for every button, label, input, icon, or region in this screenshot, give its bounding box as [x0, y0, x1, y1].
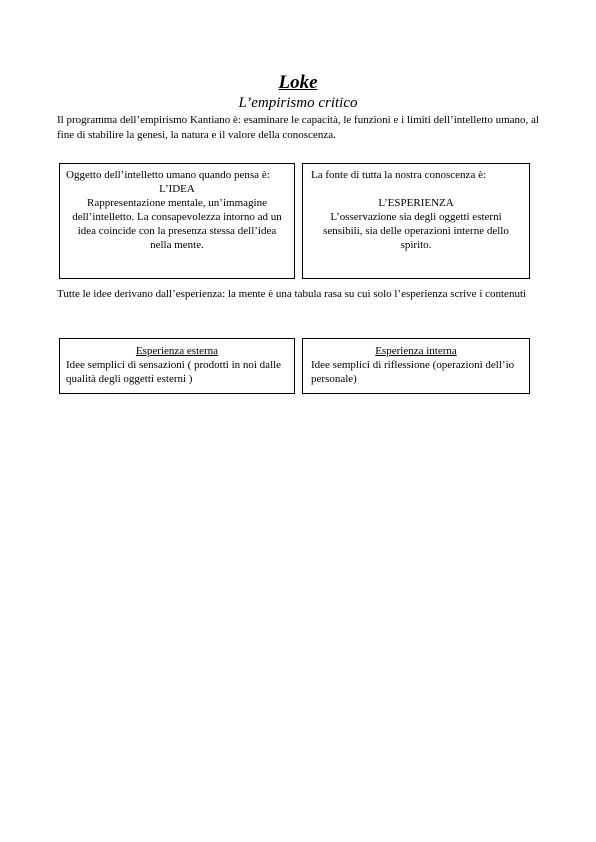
esperienza-box-lead: La fonte di tutta la nostra conoscenza è:: [311, 169, 487, 181]
page-subtitle: L’empirismo critico: [238, 95, 358, 111]
spacer: [311, 182, 521, 196]
page-title: Loke: [278, 72, 318, 93]
idea-box-lead: Oggetto dell’intelletto umano quando pensa è:: [66, 169, 270, 181]
intro-paragraph: Il programma dell’empirismo Kantiano è: esaminare le capacità, le funzioni e i limiti dell’intelletto umano, al fine di stabilire la genesi, la natura e il valore della conoscenza.: [57, 114, 539, 141]
idea-box: [59, 163, 295, 279]
esperienza-interna-heading: Esperienza interna: [375, 345, 457, 357]
idea-box-heading: L’IDEA: [159, 183, 195, 195]
esperienza-box-heading: L’ESPERIENZA: [378, 197, 454, 209]
esperienza-box: [302, 163, 530, 279]
esperienza-esterna-box: [59, 338, 295, 394]
esperienza-box-body: L’osservazione sia degli oggetti esterni sensibili, sia delle operazioni interne dello spirito.: [323, 211, 509, 251]
middle-paragraph: Tutte le idee derivano dall’esperienza: la mente è una tabula rasa su cui solo l’esperienza scrive i contenuti: [57, 288, 527, 300]
esperienza-esterna-body: Idee semplici di sensazioni ( prodotti in noi dalle qualità degli oggetti esterni ): [66, 359, 282, 385]
esperienza-esterna-heading: Esperienza esterna: [135, 345, 219, 357]
esperienza-interna-box: [302, 338, 530, 394]
esperienza-interna-body: Idee semplici di riflessione (operazioni dell’io personale): [311, 359, 515, 385]
idea-box-body: Rappresentazione mentale, un’immagine dell’intelletto. La consapevolezza intorno ad un idea coincide con la presenza stessa dell’idea nella mente.: [72, 197, 282, 251]
